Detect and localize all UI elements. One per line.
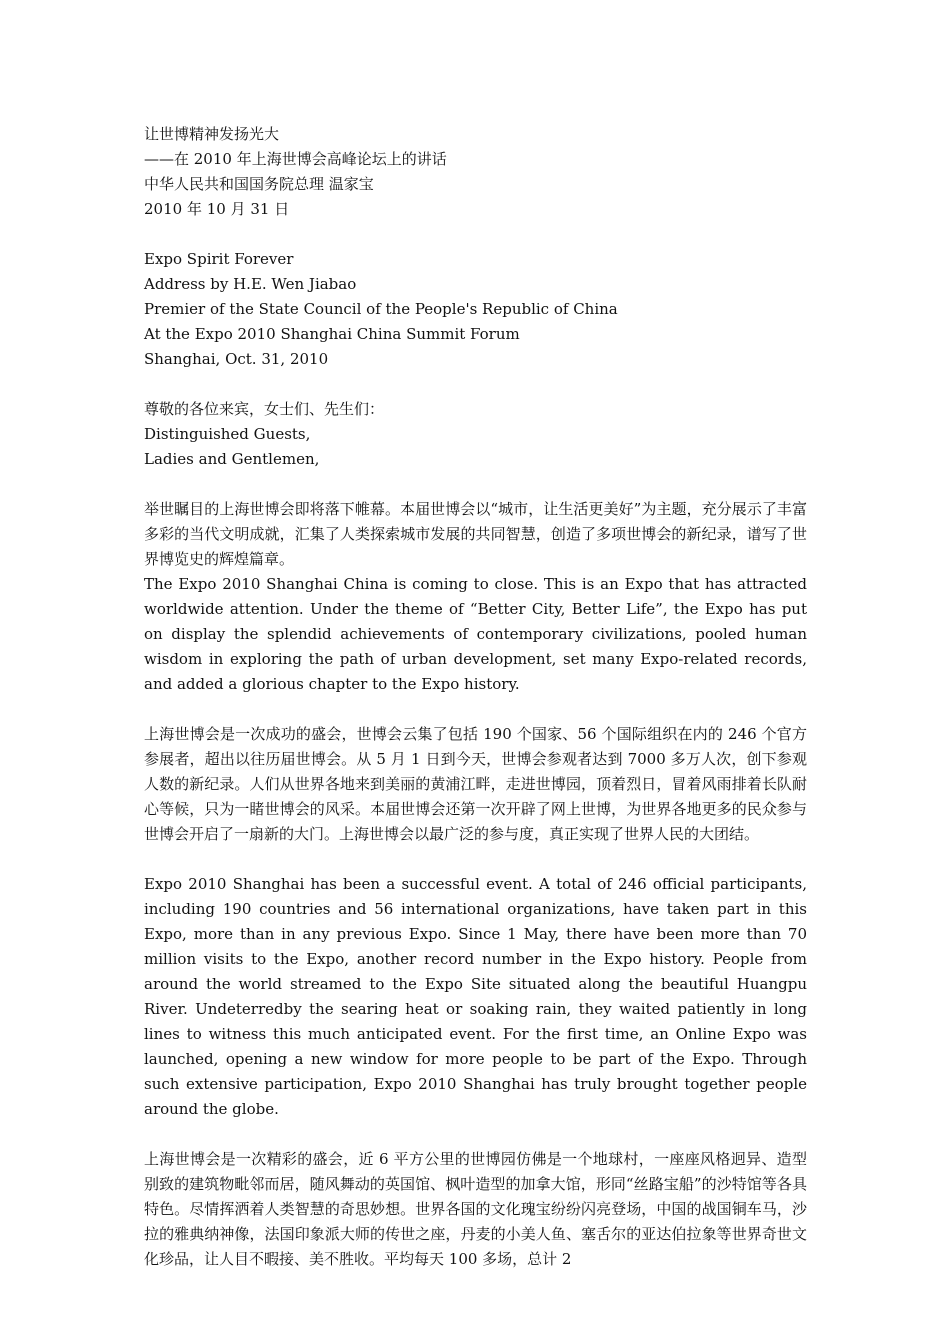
- spacer: [144, 847, 807, 872]
- spacer: [144, 222, 807, 247]
- paragraph-1-en: The Expo 2010 Shanghai China is coming to close. This is an Expo that has attracted worldwide attention. Under the theme of “Better City, Better Life”, the Expo has put on display the splendid achievements of contemporary civilizations, pooled human wisdom in exploring the path of urban development, set many Expo-related records, and added a glorious chapter to the Expo history.: [144, 575, 807, 693]
- spacer: [144, 372, 807, 397]
- paragraph-3-zh: 上海世博会是一次精彩的盛会，近 6 平方公里的世博园仿佛是一个地球村，一座座风格迥异、造型别致的建筑物毗邻而居，随风舞动的英国馆、枫叶造型的加拿大馆，形同“丝路宝船”的沙特馆等各具特色。尽情挥洒着人类智慧的奇思妙想。世界各国的文化瑰宝纷纷闪亮登场，中国的战国铜车马，沙拉的雅典纳神像，法国印象派大师的传世之座，丹麦的小美人鱼、塞舌尔的亚达伯拉象等世界奇世文化珍品，让人目不暇接、美不胜收。平均每天 100 多场，总计 2: [144, 1150, 807, 1268]
- spacer: [144, 697, 807, 722]
- paragraph-1-zh: 举世瞩目的上海世博会即将落下帷幕。本届世博会以“城市，让生活更美好”为主题，充分展示了丰富多彩的当代文明成就，汇集了人类探索城市发展的共同智慧，创造了多项世博会的新纪录，谱写了世界博览史的辉煌篇章。: [144, 500, 807, 568]
- english-position: Premier of the State Council of the People's Republic of China: [144, 300, 618, 318]
- chinese-subtitle: ——在 2010 年上海世博会高峰论坛上的讲话: [144, 150, 447, 168]
- chinese-date: 2010 年 10 月 31 日: [144, 200, 290, 218]
- document-page: [144, 122, 807, 1272]
- greeting-zh: 尊敬的各位来宾，女士们、先生们：: [144, 400, 385, 418]
- greeting-en-line2: Ladies and Gentlemen,: [144, 450, 320, 468]
- greeting-en-line1: Distinguished Guests,: [144, 425, 311, 443]
- spacer: [144, 1122, 807, 1147]
- english-byline: Address by H.E. Wen Jiabao: [144, 275, 357, 293]
- chinese-header: [144, 122, 807, 222]
- paragraph-2-en: Expo 2010 Shanghai has been a successful event. A total of 246 official participants, including 190 countries and 56 international organizations, have taken part in this Expo, more than in any previous Expo. Since 1 May, there have been more than 70 million visits to the Expo, another record number in the Expo history. People from around the world streamed to the Expo Site situated along the beautiful Huangpu River. Undeterredby the searing heat or soaking rain, they waited patiently in long lines to witness this much anticipated event. For the first time, an Online Expo was launched, opening a new window for more people to be part of the Expo. Through such extensive participation, Expo 2010 Shanghai has truly brought together people around the globe.: [144, 875, 807, 1118]
- paragraph-2-zh: 上海世博会是一次成功的盛会，世博会云集了包括 190 个国家、56 个国际组织在内的 246 个官方参展者，超出以往历届世博会。从 5 月 1 日到今天，世博会参观者达到 7000 多万人次，创下参观人数的新纪录。人们从世界各地来到美丽的黄浦江畔，走进世博园，顶着烈日，冒着风雨排着长队耐心等候，只为一睹世博会的风采。本届世博会还第一次开辟了网上世博，为世界各地更多的民众参与世博会开启了一扇新的大门。上海世博会以最广泛的参与度，真正实现了世界人民的大团结。: [144, 725, 807, 843]
- chinese-title: 让世博精神发扬光大: [144, 125, 280, 143]
- english-place-date: Shanghai, Oct. 31, 2010: [144, 350, 329, 368]
- english-title: Expo Spirit Forever: [144, 250, 294, 268]
- english-venue: At the Expo 2010 Shanghai China Summit Forum: [144, 325, 520, 343]
- spacer: [144, 472, 807, 497]
- english-header: [144, 247, 807, 372]
- greeting: [144, 397, 807, 472]
- chinese-speaker: 中华人民共和国国务院总理 温家宝: [144, 175, 374, 193]
